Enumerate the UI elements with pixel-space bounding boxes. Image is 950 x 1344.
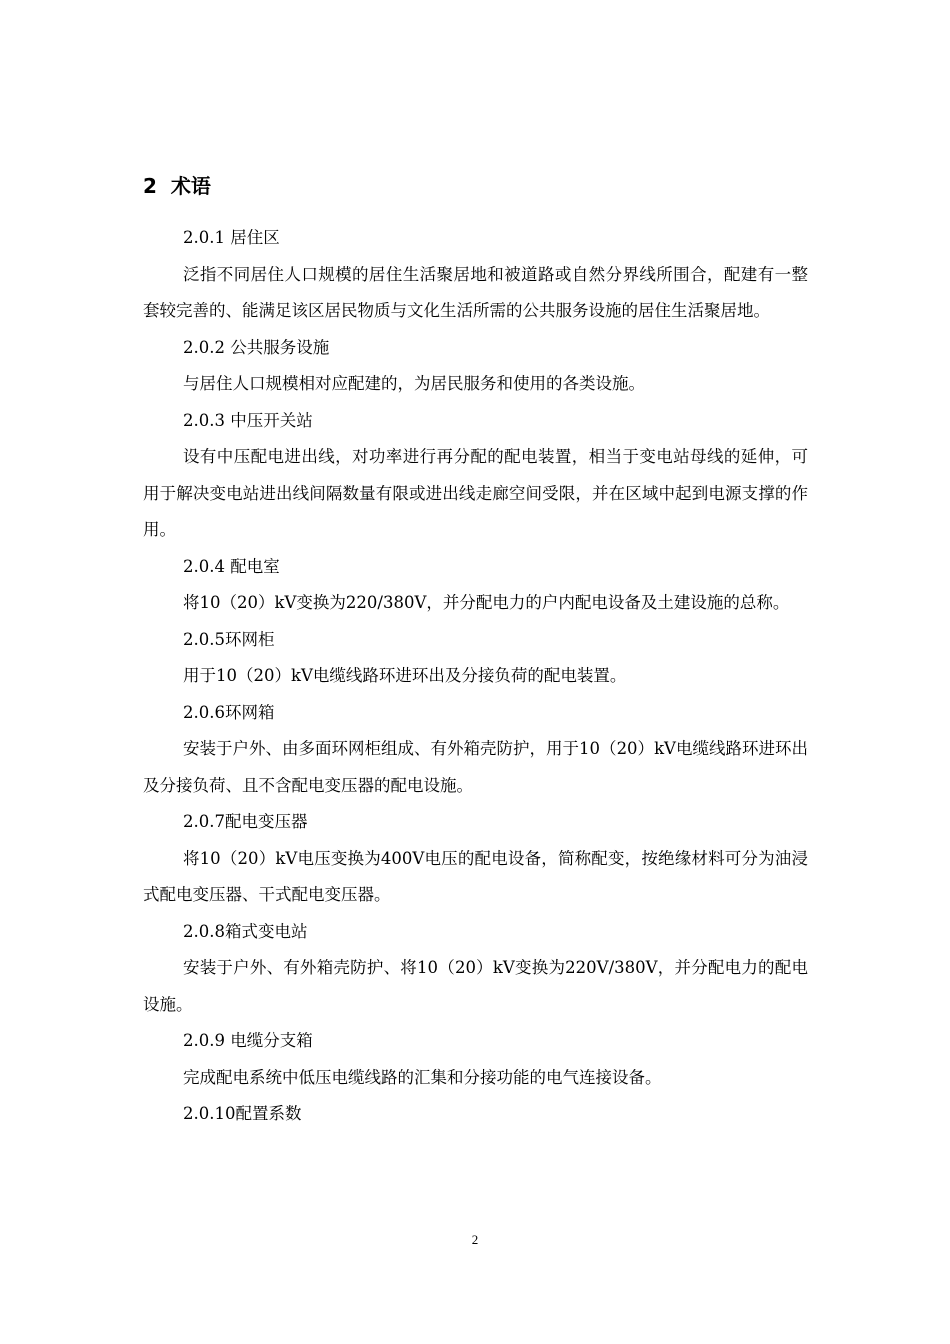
term-heading (143, 330, 808, 367)
term-code: 2.0.4 (183, 556, 225, 576)
term-heading (143, 403, 808, 440)
page-number: 2 (471, 1232, 479, 1247)
term-definition: 用于10（20）kV电缆线路环进环出及分接负荷的配电装置。 (183, 666, 627, 685)
term-name: 配置系数 (235, 1104, 302, 1123)
term-definition: 设有中压配电进出线，对功率进行再分配的配电装置，相当于变电站母线的延伸，可用于解决变电站进出线间隔数量有限或进出线走廊空间受限，并在区域中起到电源支撑的作用。 (143, 447, 808, 539)
term-heading (143, 914, 808, 951)
term-heading (143, 220, 808, 257)
term-heading (143, 1023, 808, 1060)
term-code: 2.0.3 (183, 410, 225, 430)
term-definition: 安装于户外、有外箱壳防护、将10（20）kV变换为220V/380V，并分配电力的配电设施。 (143, 958, 808, 1014)
term-code: 2.0.9 (183, 1031, 225, 1050)
term-name: 居住区 (230, 228, 280, 247)
term-heading (143, 549, 808, 586)
term-name: 配电室 (230, 556, 280, 576)
term-code: 2.0.10 (183, 1104, 236, 1123)
terms-section (143, 220, 808, 1133)
term-name: 公共服务设施 (230, 337, 330, 357)
term-definition: 将10（20）kV变换为220/380V，并分配电力的户内配电设备及土建设施的总称。 (183, 593, 790, 612)
term-definition: 安装于户外、由多面环网柜组成、有外箱壳防护，用于10（20）kV电缆线路环进环出及分接负荷、且不含配电变压器的配电设施。 (143, 739, 808, 795)
term-name: 环网箱 (224, 702, 275, 722)
term-name: 箱式变电站 (224, 921, 308, 941)
term-code: 2.0.8 (183, 921, 225, 941)
term-definition: 将10（20）kV电压变换为400V电压的配电设备，简称配变，按绝缘材料可分为油浸式配电变压器、干式配电变压器。 (143, 848, 808, 904)
term-code: 2.0.2 (183, 337, 225, 357)
term-definition: 泛指不同居住人口规模的居住生活聚居地和被道路或自然分界线所围合，配建有一整套较完善的、能满足该区居民物质与文化生活所需的公共服务设施的居住生活聚居地。 (143, 264, 808, 320)
term-code: 2.0.5 (183, 629, 225, 649)
term-heading (143, 622, 808, 659)
chapter-heading (143, 172, 211, 200)
term-definition: 完成配电系统中低压电缆线路的汇集和分接功能的电气连接设备。 (183, 1067, 662, 1087)
term-name: 中压开关站 (230, 410, 313, 430)
term-heading (143, 804, 808, 841)
term-heading (143, 695, 808, 732)
term-code: 2.0.6 (183, 702, 225, 722)
term-code: 2.0.7 (183, 812, 225, 831)
term-heading (143, 1096, 808, 1133)
chapter-title-text: 术语 (170, 174, 211, 198)
term-name: 电缆分支箱 (230, 1031, 313, 1050)
term-name: 配电变压器 (224, 812, 308, 831)
term-definition: 与居住人口规模相对应配建的，为居民服务和使用的各类设施。 (183, 374, 645, 393)
term-code: 2.0.1 (183, 228, 225, 247)
chapter-number: 2 (143, 174, 157, 198)
term-name: 环网柜 (224, 629, 275, 649)
